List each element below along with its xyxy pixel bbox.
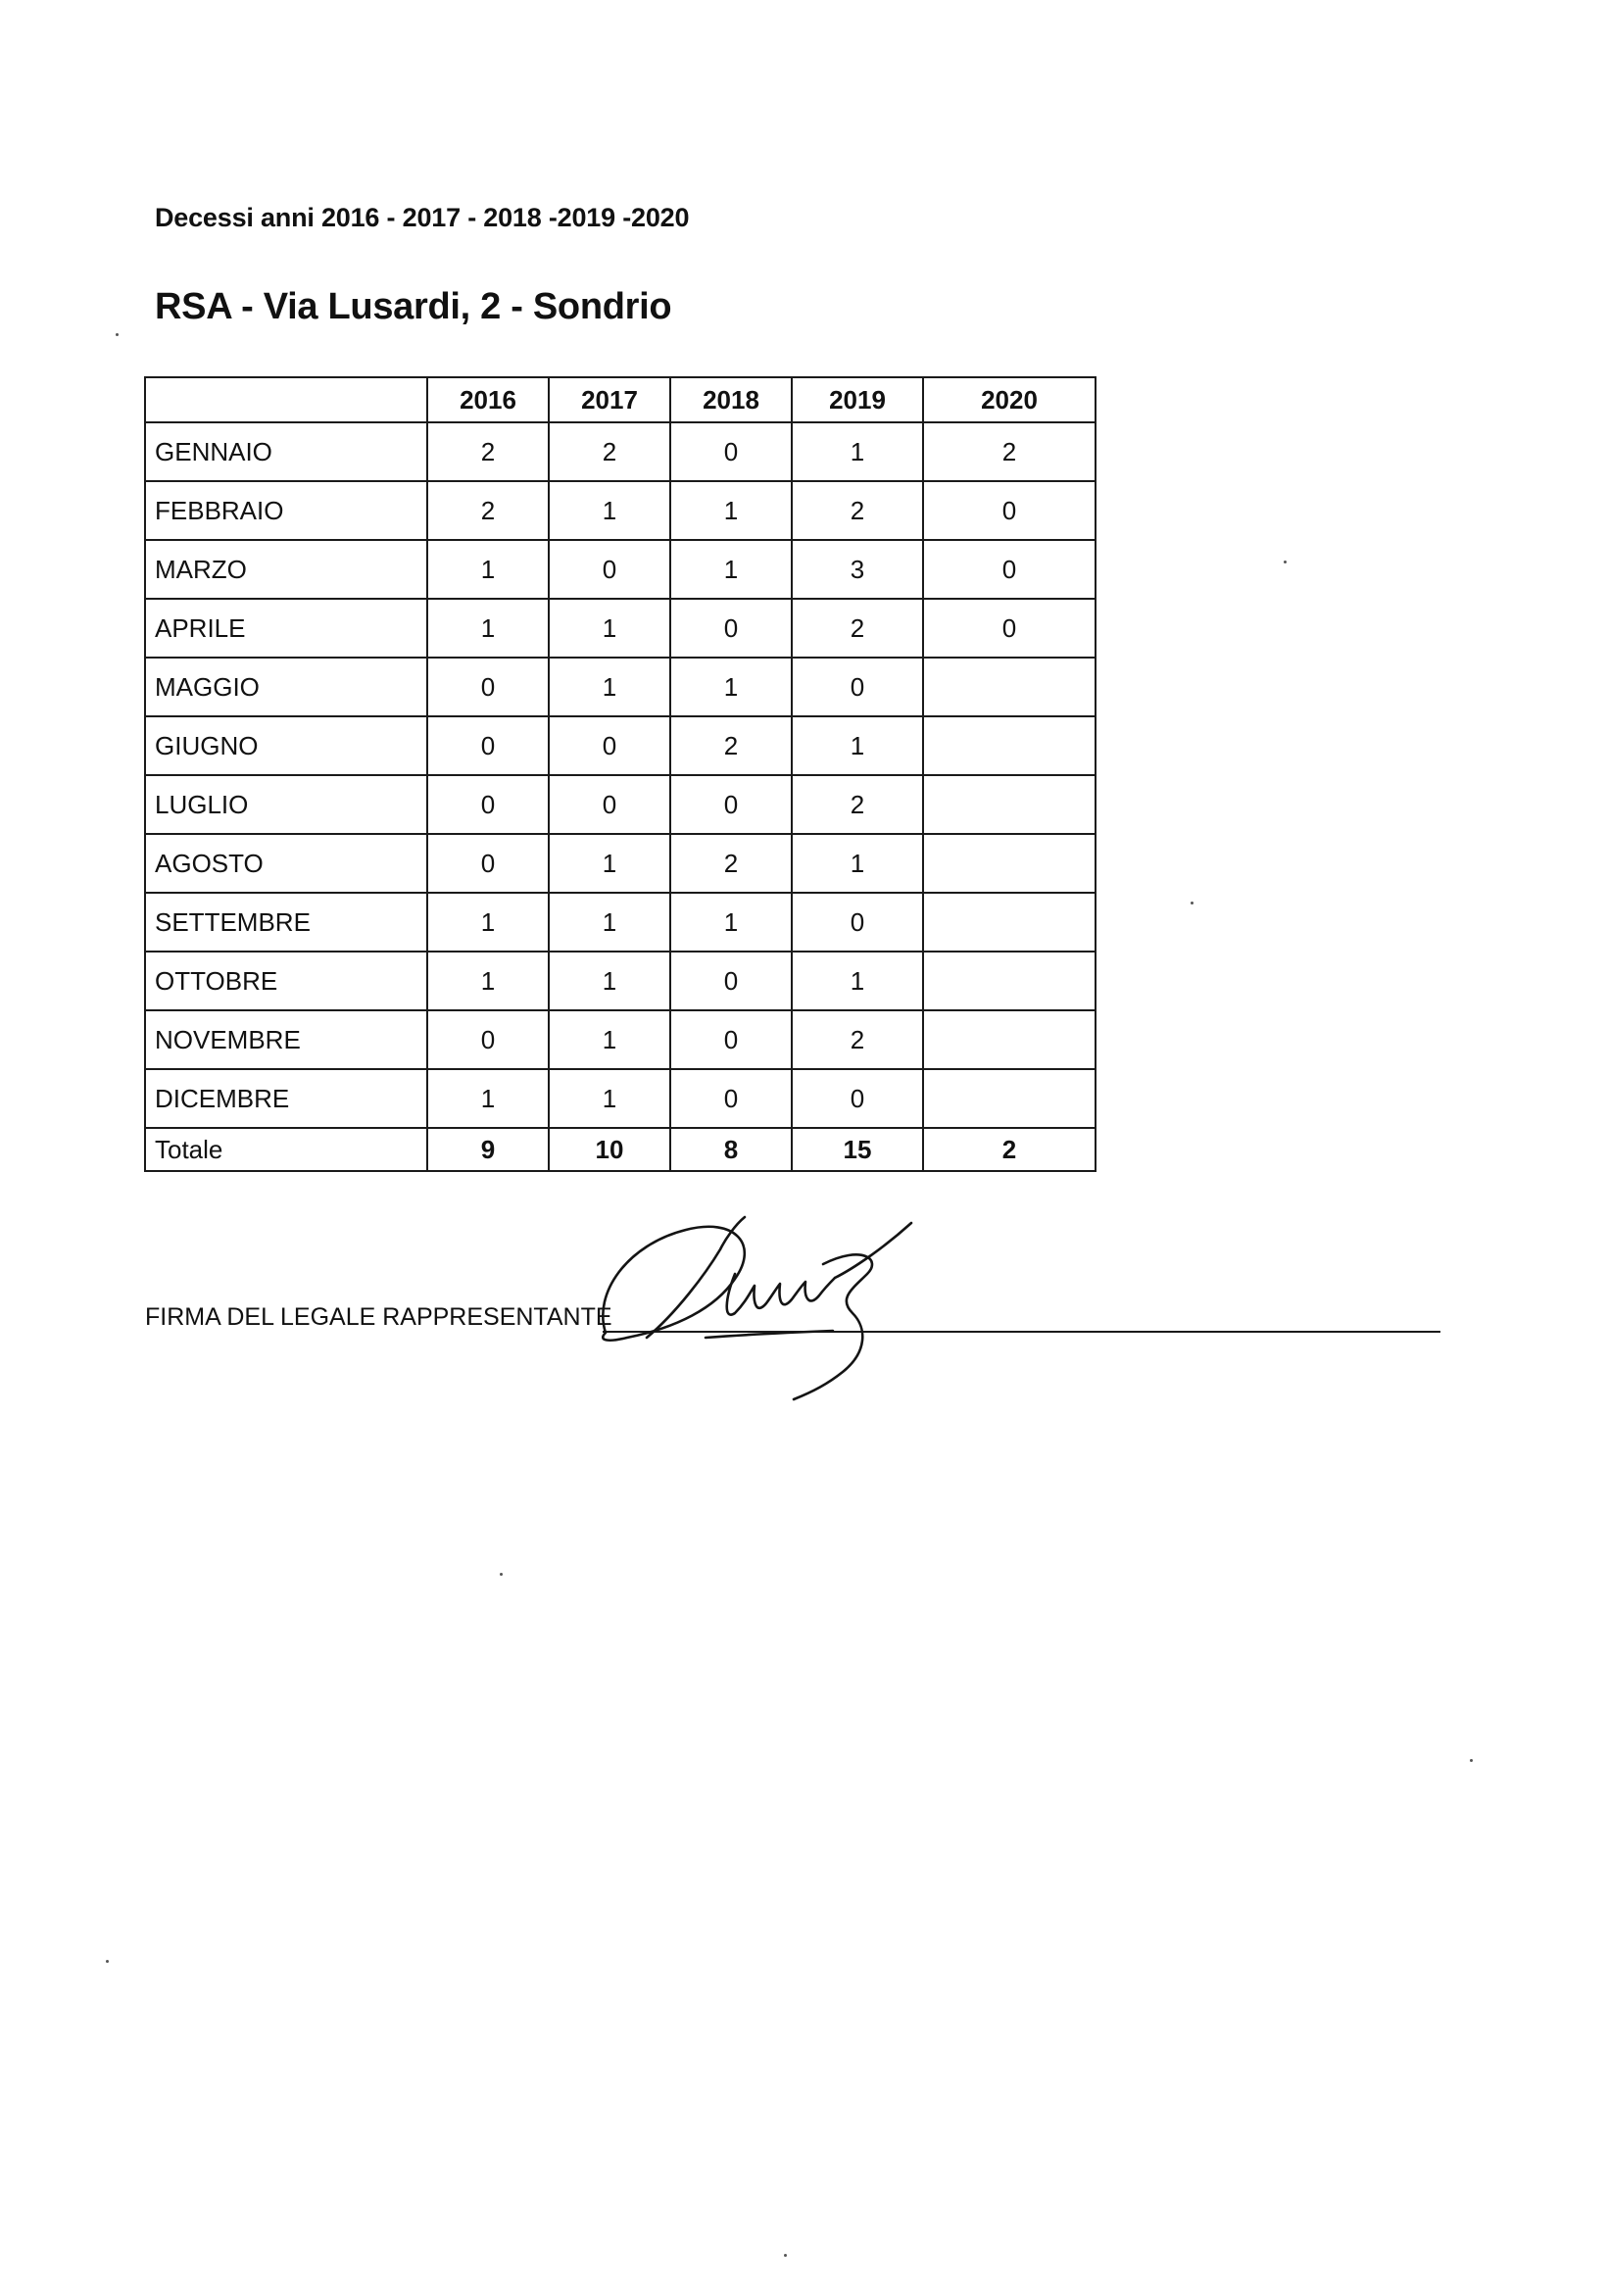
column-header: 2018	[670, 377, 792, 422]
total-cell: 8	[670, 1128, 792, 1171]
value-cell: 1	[792, 422, 923, 481]
scan-speck	[1191, 902, 1194, 904]
value-cell: 1	[549, 481, 670, 540]
value-cell: 2	[792, 775, 923, 834]
value-cell: 0	[670, 952, 792, 1010]
value-cell	[923, 1010, 1096, 1069]
value-cell	[923, 1069, 1096, 1128]
table-row	[145, 775, 1096, 834]
total-cell: 9	[427, 1128, 549, 1171]
value-cell: 1	[427, 540, 549, 599]
month-cell: DICEMBRE	[145, 1069, 427, 1128]
table-header-row	[145, 377, 1096, 422]
value-cell: 1	[792, 834, 923, 893]
table-row	[145, 540, 1096, 599]
value-cell: 0	[670, 1069, 792, 1128]
table-row	[145, 1069, 1096, 1128]
table-row	[145, 1010, 1096, 1069]
value-cell: 2	[792, 481, 923, 540]
value-cell: 3	[792, 540, 923, 599]
value-cell: 1	[792, 952, 923, 1010]
value-cell: 0	[427, 658, 549, 716]
value-cell: 1	[427, 1069, 549, 1128]
value-cell: 1	[670, 540, 792, 599]
value-cell	[923, 716, 1096, 775]
value-cell: 0	[427, 716, 549, 775]
table-row	[145, 481, 1096, 540]
month-cell: OTTOBRE	[145, 952, 427, 1010]
total-cell: 15	[792, 1128, 923, 1171]
total-cell: 10	[549, 1128, 670, 1171]
value-cell: 1	[549, 1069, 670, 1128]
table-row	[145, 952, 1096, 1010]
month-cell: LUGLIO	[145, 775, 427, 834]
value-cell: 0	[670, 599, 792, 658]
value-cell: 0	[670, 1010, 792, 1069]
value-cell: 1	[427, 952, 549, 1010]
month-cell: MAGGIO	[145, 658, 427, 716]
value-cell: 2	[670, 716, 792, 775]
value-cell	[923, 952, 1096, 1010]
value-cell: 0	[792, 893, 923, 952]
value-cell: 1	[427, 599, 549, 658]
value-cell: 2	[792, 599, 923, 658]
table-row	[145, 658, 1096, 716]
scan-speck	[116, 333, 119, 336]
table-row	[145, 599, 1096, 658]
value-cell: 1	[549, 834, 670, 893]
month-cell: FEBBRAIO	[145, 481, 427, 540]
value-cell: 0	[670, 775, 792, 834]
value-cell: 2	[427, 422, 549, 481]
month-cell: NOVEMBRE	[145, 1010, 427, 1069]
total-label: Totale	[145, 1128, 427, 1171]
document-title: RSA - Via Lusardi, 2 - Sondrio	[155, 286, 672, 327]
column-header: 2019	[792, 377, 923, 422]
scan-speck	[500, 1573, 503, 1576]
scan-speck	[784, 2254, 787, 2257]
value-cell: 1	[670, 658, 792, 716]
value-cell: 1	[549, 952, 670, 1010]
value-cell	[923, 893, 1096, 952]
value-cell	[923, 658, 1096, 716]
deaths-table	[144, 376, 1096, 1172]
month-cell: AGOSTO	[145, 834, 427, 893]
total-cell: 2	[923, 1128, 1096, 1171]
value-cell: 2	[792, 1010, 923, 1069]
value-cell: 0	[427, 775, 549, 834]
column-header: 2020	[923, 377, 1096, 422]
value-cell: 0	[923, 540, 1096, 599]
value-cell: 1	[549, 599, 670, 658]
document-subtitle: Decessi anni 2016 - 2017 - 2018 -2019 -2020	[155, 203, 690, 232]
value-cell: 0	[549, 540, 670, 599]
value-cell: 0	[427, 834, 549, 893]
value-cell: 2	[923, 422, 1096, 481]
value-cell: 1	[549, 658, 670, 716]
table-body	[145, 422, 1096, 1128]
scan-speck	[1470, 1759, 1473, 1762]
value-cell: 0	[923, 481, 1096, 540]
value-cell: 1	[549, 893, 670, 952]
value-cell	[923, 834, 1096, 893]
month-cell: SETTEMBRE	[145, 893, 427, 952]
month-cell: GENNAIO	[145, 422, 427, 481]
value-cell	[923, 775, 1096, 834]
month-cell: GIUGNO	[145, 716, 427, 775]
value-cell: 2	[670, 834, 792, 893]
scan-speck	[1284, 561, 1287, 563]
signature-label: FIRMA DEL LEGALE RAPPRESENTANTE	[145, 1303, 612, 1331]
header-corner-cell	[145, 377, 427, 422]
value-cell: 0	[792, 658, 923, 716]
value-cell: 1	[427, 893, 549, 952]
value-cell: 0	[670, 422, 792, 481]
value-cell: 0	[923, 599, 1096, 658]
month-cell: APRILE	[145, 599, 427, 658]
column-header: 2016	[427, 377, 549, 422]
table-row	[145, 893, 1096, 952]
value-cell: 1	[792, 716, 923, 775]
value-cell: 1	[670, 481, 792, 540]
value-cell: 0	[792, 1069, 923, 1128]
table-row	[145, 834, 1096, 893]
value-cell: 2	[427, 481, 549, 540]
table-row	[145, 716, 1096, 775]
column-header: 2017	[549, 377, 670, 422]
handwritten-signature	[588, 1205, 941, 1401]
month-cell: MARZO	[145, 540, 427, 599]
value-cell: 0	[549, 716, 670, 775]
table-row	[145, 422, 1096, 481]
value-cell: 1	[549, 1010, 670, 1069]
scan-speck	[106, 1960, 109, 1963]
value-cell: 0	[427, 1010, 549, 1069]
value-cell: 2	[549, 422, 670, 481]
value-cell: 0	[549, 775, 670, 834]
value-cell: 1	[670, 893, 792, 952]
total-row	[145, 1128, 1096, 1171]
